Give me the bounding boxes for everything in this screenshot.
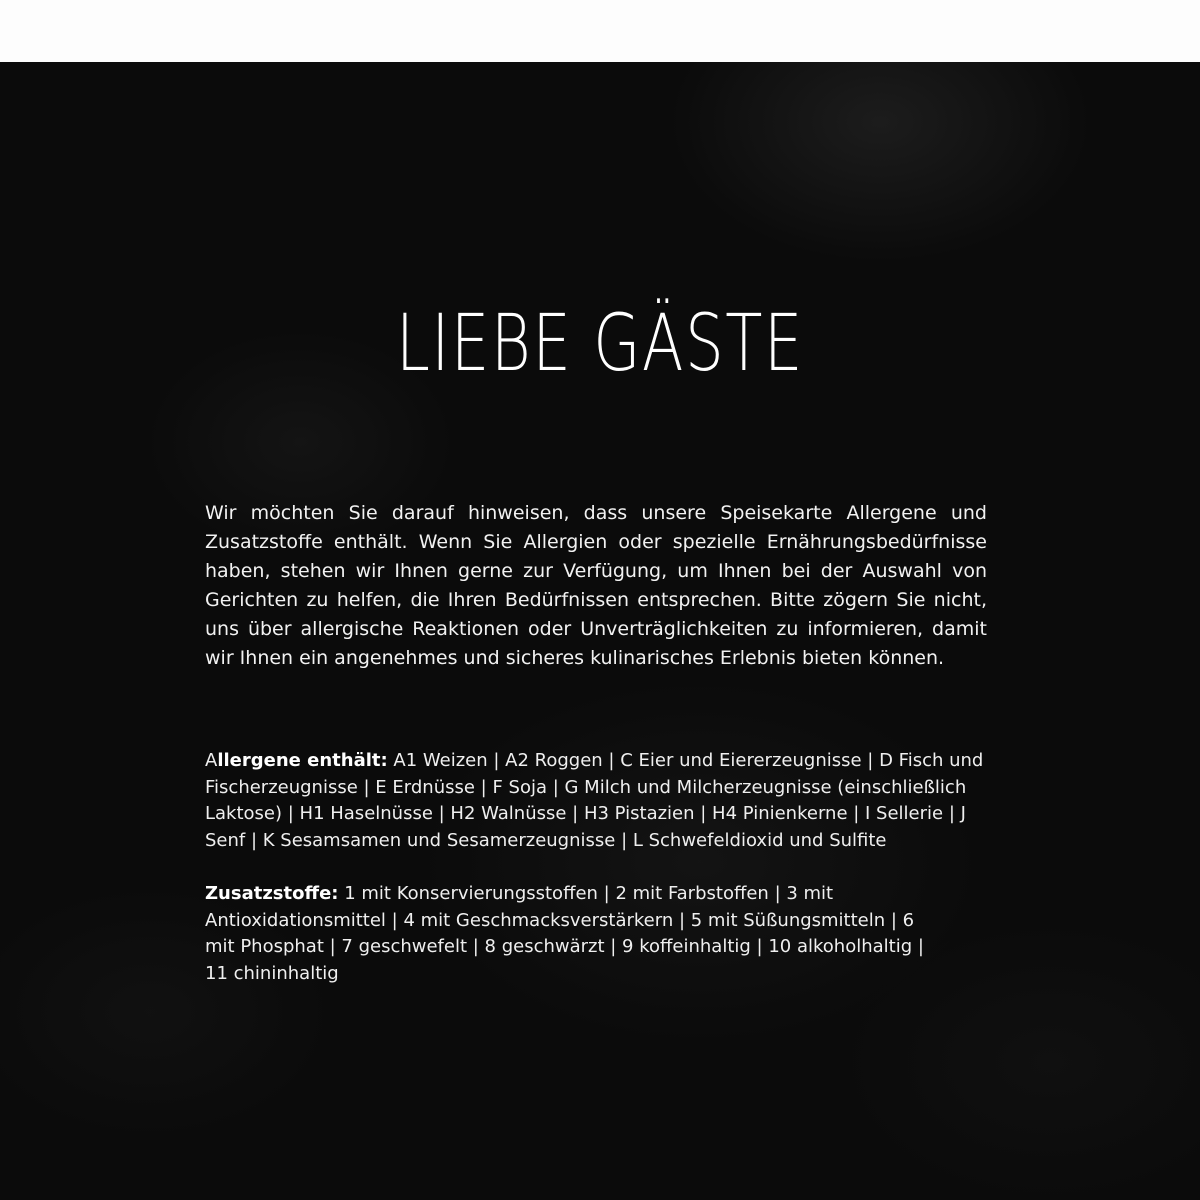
allergens-label: llergene enthält: — [217, 750, 388, 771]
additives-list: 1 mit Konservierungsstoffen | 2 mit Farbstoffen | 3 mit Antioxidationsmittel | 4 mit Geschmacksverstärkern | 5 mit Süßungsmitteln | 6 mit Phosphat | 7 geschwefelt | 8 geschwärzt | 9 koffeinhaltig | 10 alkoholhaltig | 11 chininhaltig — [205, 883, 924, 984]
additives-legend — [205, 881, 945, 987]
allergens-legend — [205, 748, 995, 854]
intro-paragraph: Wir möchten Sie darauf hinweisen, dass unsere Speisekarte Allergene und Zusatzstoffe enthält. Wenn Sie Allergien oder spezielle Ernährungsbedürfnisse haben, stehen wir Ihnen gerne zur Verfügung, um Ihnen bei der Auswahl von Gerichten zu helfen, die Ihren Bedürfnissen entsprechen. Bitte zögern Sie nicht, uns über allergische Reaktionen oder Unverträglichkeiten zu informieren, damit wir Ihnen ein angenehmes und sicheres kulinarisches Erlebnis bieten können. — [205, 502, 987, 669]
allergens-list: A1 Weizen | A2 Roggen | C Eier und Eiererzeugnisse | D Fisch und Fischerzeugnisse | E Erdnüsse | F Soja | G Milch und Milcherzeugnisse (einschließlich Laktose) | H1 Haselnüsse | H2 Walnüsse | H3 Pistazien | H4 Pinienkerne | I Sellerie | J Senf | K Sesamsamen und Sesamerzeugnisse | L Schwefeldioxid und Sulfite — [205, 750, 984, 851]
page-title: LIEBE GÄSTE — [395, 299, 805, 389]
allergens-first-letter: A — [205, 750, 218, 771]
top-bar — [0, 0, 1200, 62]
additives-label: Zusatzstoffe: — [205, 883, 339, 904]
